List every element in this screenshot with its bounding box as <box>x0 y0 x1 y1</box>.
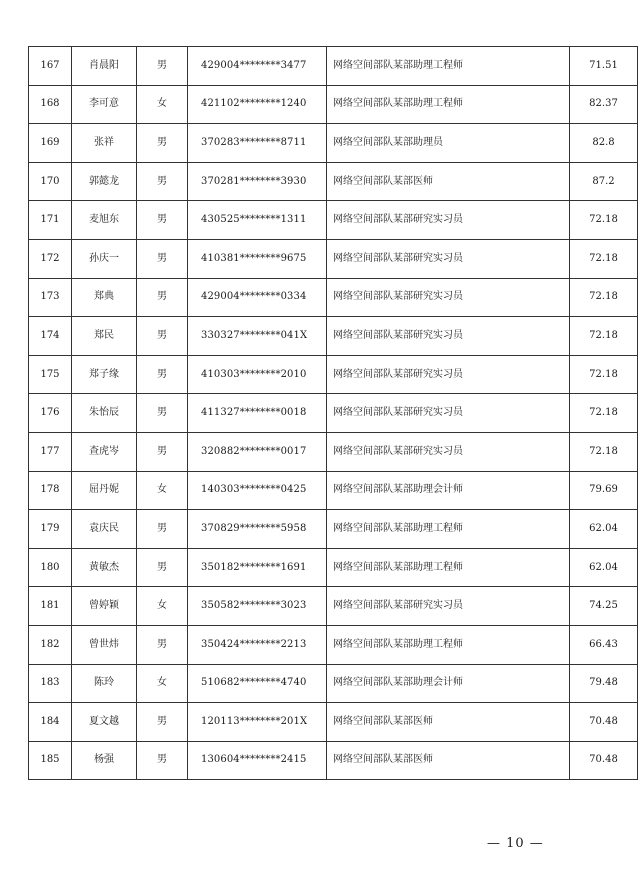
cell-position: 网络空间部队某部助理工程师 <box>327 548 570 587</box>
cell-name: 郑子缘 <box>72 355 137 394</box>
cell-number: 177 <box>29 432 72 471</box>
cell-score: 72.18 <box>570 394 638 433</box>
cell-number: 167 <box>29 47 72 86</box>
cell-id-number: 429004********3477 <box>188 47 327 86</box>
table-row <box>29 239 638 278</box>
cell-sex: 男 <box>137 239 188 278</box>
cell-number: 178 <box>29 471 72 510</box>
cell-sex: 男 <box>137 703 188 742</box>
cell-score: 72.18 <box>570 201 638 240</box>
cell-name: 杨强 <box>72 741 137 780</box>
cell-name: 曾婷颖 <box>72 587 137 626</box>
cell-position: 网络空间部队某部研究实习员 <box>327 317 570 356</box>
cell-id-number: 411327********0018 <box>188 394 327 433</box>
page-number: — 10 — <box>487 836 544 851</box>
cell-number: 168 <box>29 85 72 124</box>
cell-score: 62.04 <box>570 548 638 587</box>
table-row <box>29 625 638 664</box>
cell-position: 网络空间部队某部医师 <box>327 703 570 742</box>
cell-position: 网络空间部队某部助理员 <box>327 124 570 163</box>
cell-position: 网络空间部队某部助理会计师 <box>327 664 570 703</box>
cell-sex: 男 <box>137 124 188 163</box>
table-row <box>29 548 638 587</box>
cell-sex: 男 <box>137 201 188 240</box>
cell-name: 孙庆一 <box>72 239 137 278</box>
cell-sex: 男 <box>137 741 188 780</box>
cell-score: 72.18 <box>570 355 638 394</box>
cell-number: 169 <box>29 124 72 163</box>
cell-score: 79.69 <box>570 471 638 510</box>
cell-position: 网络空间部队某部研究实习员 <box>327 587 570 626</box>
cell-id-number: 320882********0017 <box>188 432 327 471</box>
cell-sex: 男 <box>137 432 188 471</box>
cell-sex: 男 <box>137 162 188 201</box>
table-row <box>29 201 638 240</box>
cell-number: 179 <box>29 510 72 549</box>
cell-number: 180 <box>29 548 72 587</box>
cell-sex: 男 <box>137 317 188 356</box>
cell-name: 张祥 <box>72 124 137 163</box>
cell-id-number: 130604********2415 <box>188 741 327 780</box>
cell-id-number: 370281********3930 <box>188 162 327 201</box>
cell-position: 网络空间部队某部研究实习员 <box>327 201 570 240</box>
cell-name: 屈丹妮 <box>72 471 137 510</box>
cell-position: 网络空间部队某部医师 <box>327 162 570 201</box>
cell-id-number: 510682********4740 <box>188 664 327 703</box>
cell-number: 181 <box>29 587 72 626</box>
cell-sex: 男 <box>137 625 188 664</box>
cell-id-number: 350182********1691 <box>188 548 327 587</box>
table-row <box>29 703 638 742</box>
cell-position: 网络空间部队某部研究实习员 <box>327 394 570 433</box>
cell-name: 曾世炜 <box>72 625 137 664</box>
cell-name: 夏文越 <box>72 703 137 742</box>
cell-sex: 男 <box>137 47 188 86</box>
cell-position: 网络空间部队某部研究实习员 <box>327 355 570 394</box>
cell-id-number: 350582********3023 <box>188 587 327 626</box>
cell-name: 郭懿龙 <box>72 162 137 201</box>
cell-id-number: 140303********0425 <box>188 471 327 510</box>
cell-sex: 男 <box>137 510 188 549</box>
cell-id-number: 410303********2010 <box>188 355 327 394</box>
cell-sex: 女 <box>137 85 188 124</box>
cell-name: 麦旭东 <box>72 201 137 240</box>
cell-number: 170 <box>29 162 72 201</box>
cell-score: 74.25 <box>570 587 638 626</box>
cell-sex: 女 <box>137 587 188 626</box>
cell-position: 网络空间部队某部助理工程师 <box>327 47 570 86</box>
cell-name: 郑民 <box>72 317 137 356</box>
table-row <box>29 85 638 124</box>
cell-sex: 男 <box>137 278 188 317</box>
cell-score: 70.48 <box>570 741 638 780</box>
cell-number: 185 <box>29 741 72 780</box>
cell-name: 陈玲 <box>72 664 137 703</box>
table-row <box>29 124 638 163</box>
cell-id-number: 410381********9675 <box>188 239 327 278</box>
cell-sex: 女 <box>137 471 188 510</box>
cell-name: 黄敏杰 <box>72 548 137 587</box>
table-row <box>29 47 638 86</box>
cell-position: 网络空间部队某部助理工程师 <box>327 625 570 664</box>
table-row <box>29 355 638 394</box>
cell-name: 李可意 <box>72 85 137 124</box>
candidate-table-container <box>28 46 618 780</box>
cell-number: 172 <box>29 239 72 278</box>
cell-number: 184 <box>29 703 72 742</box>
cell-score: 82.37 <box>570 85 638 124</box>
cell-sex: 男 <box>137 355 188 394</box>
table-row <box>29 471 638 510</box>
table-row <box>29 432 638 471</box>
table-row <box>29 278 638 317</box>
candidate-table-body <box>29 47 638 780</box>
cell-position: 网络空间部队某部研究实习员 <box>327 432 570 471</box>
cell-score: 72.18 <box>570 317 638 356</box>
cell-position: 网络空间部队某部助理工程师 <box>327 510 570 549</box>
cell-number: 183 <box>29 664 72 703</box>
cell-score: 79.48 <box>570 664 638 703</box>
cell-number: 173 <box>29 278 72 317</box>
cell-score: 87.2 <box>570 162 638 201</box>
cell-number: 171 <box>29 201 72 240</box>
cell-name: 郑典 <box>72 278 137 317</box>
table-row <box>29 162 638 201</box>
cell-score: 70.48 <box>570 703 638 742</box>
cell-position: 网络空间部队某部助理会计师 <box>327 471 570 510</box>
cell-name: 肖晨阳 <box>72 47 137 86</box>
cell-score: 66.43 <box>570 625 638 664</box>
cell-number: 175 <box>29 355 72 394</box>
cell-id-number: 430525********1311 <box>188 201 327 240</box>
table-row <box>29 664 638 703</box>
cell-number: 182 <box>29 625 72 664</box>
cell-id-number: 350424********2213 <box>188 625 327 664</box>
cell-number: 174 <box>29 317 72 356</box>
cell-number: 176 <box>29 394 72 433</box>
cell-id-number: 330327********041X <box>188 317 327 356</box>
cell-name: 朱怡辰 <box>72 394 137 433</box>
cell-position: 网络空间部队某部研究实习员 <box>327 239 570 278</box>
table-row <box>29 741 638 780</box>
cell-name: 袁庆民 <box>72 510 137 549</box>
cell-name: 查虎岑 <box>72 432 137 471</box>
cell-position: 网络空间部队某部研究实习员 <box>327 278 570 317</box>
cell-id-number: 370829********5958 <box>188 510 327 549</box>
table-row <box>29 587 638 626</box>
cell-sex: 男 <box>137 548 188 587</box>
cell-id-number: 429004********0334 <box>188 278 327 317</box>
cell-score: 72.18 <box>570 239 638 278</box>
cell-score: 82.8 <box>570 124 638 163</box>
table-row <box>29 510 638 549</box>
table-row <box>29 394 638 433</box>
cell-id-number: 370283********8711 <box>188 124 327 163</box>
cell-sex: 女 <box>137 664 188 703</box>
cell-score: 72.18 <box>570 432 638 471</box>
cell-id-number: 120113********201X <box>188 703 327 742</box>
cell-sex: 男 <box>137 394 188 433</box>
cell-id-number: 421102********1240 <box>188 85 327 124</box>
cell-score: 72.18 <box>570 278 638 317</box>
table-row <box>29 317 638 356</box>
cell-score: 62.04 <box>570 510 638 549</box>
cell-position: 网络空间部队某部助理工程师 <box>327 85 570 124</box>
cell-score: 71.51 <box>570 47 638 86</box>
cell-position: 网络空间部队某部医师 <box>327 741 570 780</box>
candidate-table <box>28 46 638 780</box>
